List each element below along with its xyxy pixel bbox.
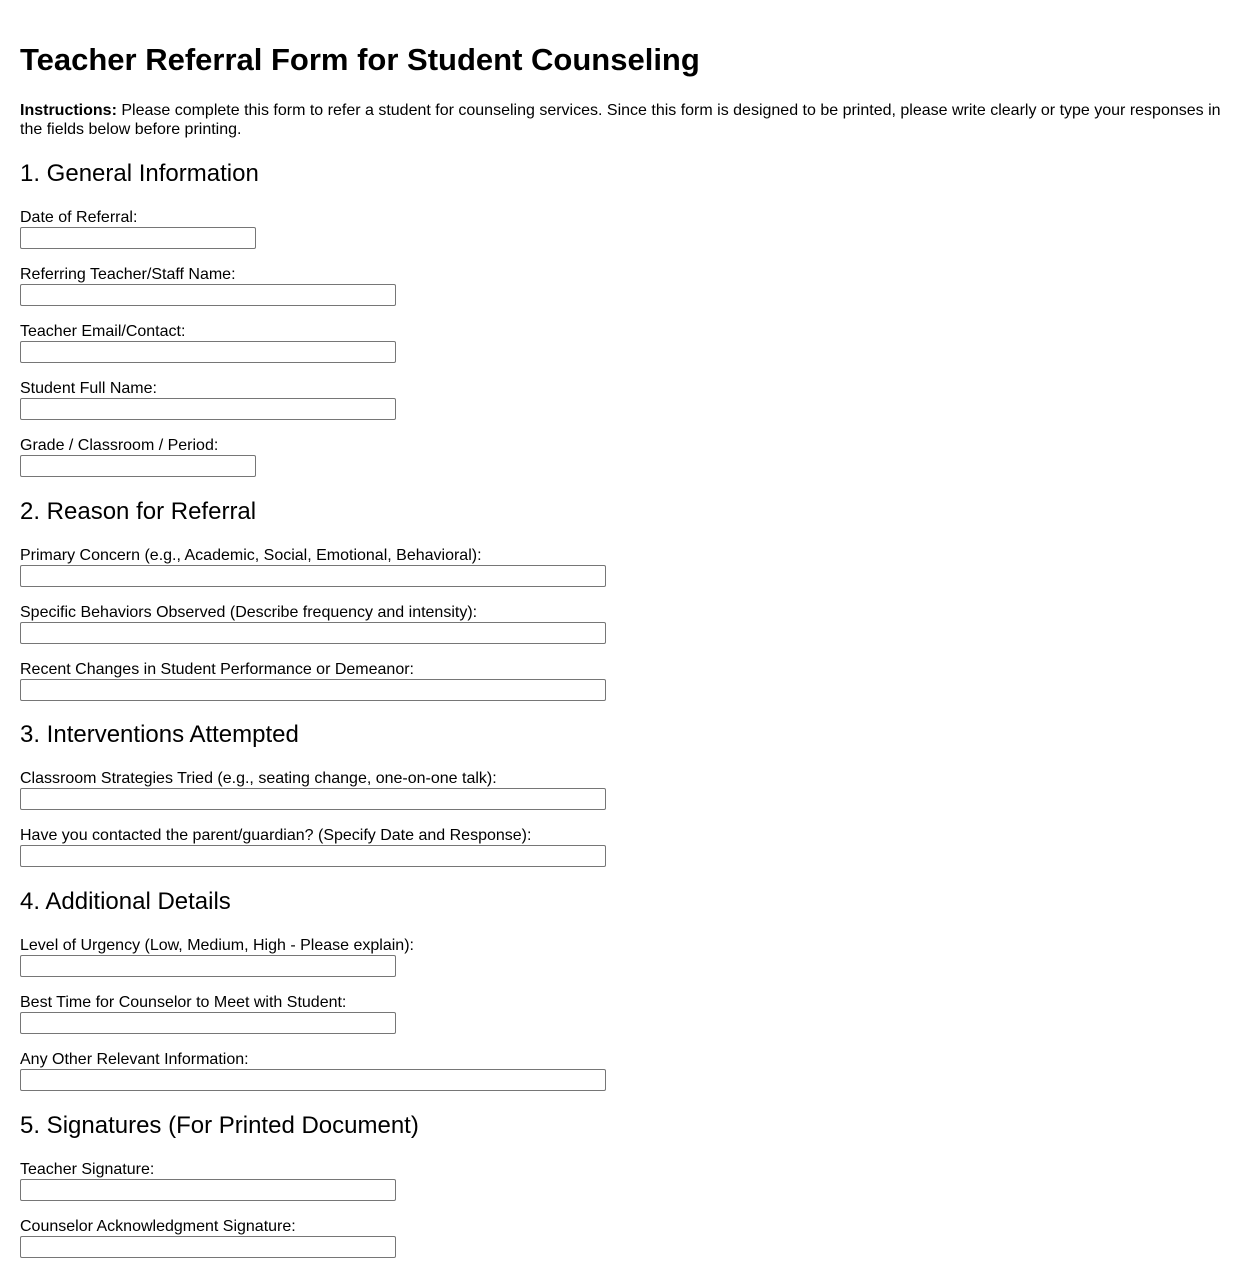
primary-concern-input[interactable] [20, 565, 606, 587]
classroom-strategies-input[interactable] [20, 788, 606, 810]
grade-classroom-period-label: Grade / Classroom / Period: [20, 437, 219, 454]
instructions-label: Instructions: [20, 102, 117, 119]
primary-concern-label: Primary Concern (e.g., Academic, Social, Emotional, Behavioral): [20, 547, 482, 564]
level-of-urgency-label: Level of Urgency (Low, Medium, High - Please explain): [20, 937, 414, 954]
level-of-urgency-input[interactable] [20, 955, 396, 977]
counselor-signature-label: Counselor Acknowledgment Signature: [20, 1218, 296, 1235]
best-time-input[interactable] [20, 1012, 396, 1034]
student-full-name-input[interactable] [20, 398, 396, 420]
teacher-email-input[interactable] [20, 341, 396, 363]
specific-behaviors-label: Specific Behaviors Observed (Describe frequency and intensity): [20, 604, 478, 621]
other-information-input[interactable] [20, 1069, 606, 1091]
grade-classroom-period-input[interactable] [20, 455, 256, 477]
date-of-referral-input[interactable] [20, 227, 256, 249]
instructions-text: Please complete this form to refer a student for counseling services. Since this form is designed to be printed, please write clearly or type your responses in the fields below before printing. [20, 102, 1221, 138]
other-information-label: Any Other Relevant Information: [20, 1051, 249, 1068]
teacher-signature-label: Teacher Signature: [20, 1161, 155, 1178]
classroom-strategies-label: Classroom Strategies Tried (e.g., seating change, one-on-one talk): [20, 770, 497, 787]
section-heading-interventions-attempted: 3. Interventions Attempted [20, 721, 299, 748]
recent-changes-label: Recent Changes in Student Performance or Demeanor: [20, 661, 414, 678]
specific-behaviors-input[interactable] [20, 622, 606, 644]
parent-contact-input[interactable] [20, 845, 606, 867]
section-heading-reason-for-referral: 2. Reason for Referral [20, 498, 257, 525]
section-heading-additional-details: 4. Additional Details [20, 888, 231, 915]
section-heading-signatures: 5. Signatures (For Printed Document) [20, 1112, 419, 1139]
section-heading-general-information: 1. General Information [20, 160, 259, 187]
referring-teacher-label: Referring Teacher/Staff Name: [20, 266, 236, 283]
best-time-label: Best Time for Counselor to Meet with Student: [20, 994, 347, 1011]
teacher-signature-input[interactable] [20, 1179, 396, 1201]
instructions [20, 101, 1225, 139]
recent-changes-input[interactable] [20, 679, 606, 701]
teacher-email-label: Teacher Email/Contact: [20, 323, 186, 340]
counselor-signature-input[interactable] [20, 1236, 396, 1258]
referring-teacher-input[interactable] [20, 284, 396, 306]
page-title: Teacher Referral Form for Student Counseling [20, 42, 700, 77]
student-full-name-label: Student Full Name: [20, 380, 157, 397]
date-of-referral-label: Date of Referral: [20, 209, 138, 226]
parent-contact-label: Have you contacted the parent/guardian? (Specify Date and Response): [20, 827, 532, 844]
